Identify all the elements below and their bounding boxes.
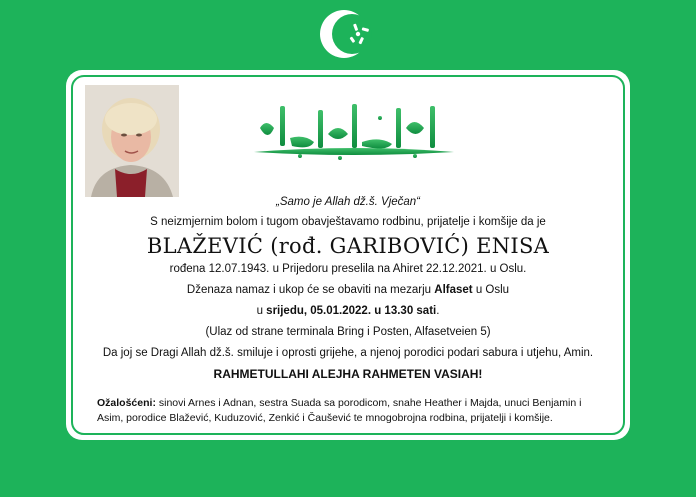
- rahmet-text: RAHMETULLAHI ALEJHA RAHMETEN VASIAH!: [213, 367, 483, 381]
- birth-death-text: rođena 12.07.1943. u Prijedoru preselila na Ahiret 22.12.2021. u Oslu.: [169, 263, 527, 275]
- date-prefix: u: [256, 305, 263, 317]
- notice-text: [66, 195, 630, 382]
- date-bold: srijedu, 05.01.2022. u 13.30 sati: [266, 305, 437, 317]
- arabic-calligraphy-icon: [240, 98, 464, 170]
- intro-text: S neizmjernim bolom i tugom obavještavamo rodbinu, prijatelje i komšije da je: [150, 216, 546, 228]
- prayer-text: Da joj se Dragi Allah dž.š. smiluje i oprosti grijehe, a njenoj porodici podari sabura i utjehu, Amin.: [102, 347, 594, 359]
- date-suffix: .: [436, 305, 440, 317]
- obituary-card: [66, 70, 630, 440]
- entrance-text: (Ulaz od strane terminala Bring i Posten, Alfasetveien 5): [205, 326, 491, 338]
- funeral-suffix: u Oslu: [475, 284, 510, 296]
- funeral-text: [66, 283, 630, 298]
- mourners-label: Ožalošćeni:: [97, 397, 156, 409]
- funeral-date: [66, 304, 630, 319]
- deceased-name: BLAŽEVIĆ (rođ. GARIBOVIĆ) ENISA: [146, 234, 550, 258]
- mourners-text: [97, 396, 610, 426]
- crescent-star-icon: [318, 8, 376, 60]
- mourners-list: sinovi Arnes i Adnan, sestra Suada sa porodicom, snahe Heather i Majda, unuci Benjamin i Asim, porodice Blažević, Kuduzović, Zenkić i Čaušević te mnogobrojna rodbina, prijatelji i komšije.: [97, 397, 582, 424]
- portrait-photo: [85, 85, 179, 197]
- quote: „Samo je Allah dž.š. Vječan“: [275, 196, 421, 208]
- funeral-prefix: Dženaza namaz i ukop će se obaviti na mezarju: [186, 284, 432, 296]
- funeral-place: Alfaset: [434, 284, 473, 296]
